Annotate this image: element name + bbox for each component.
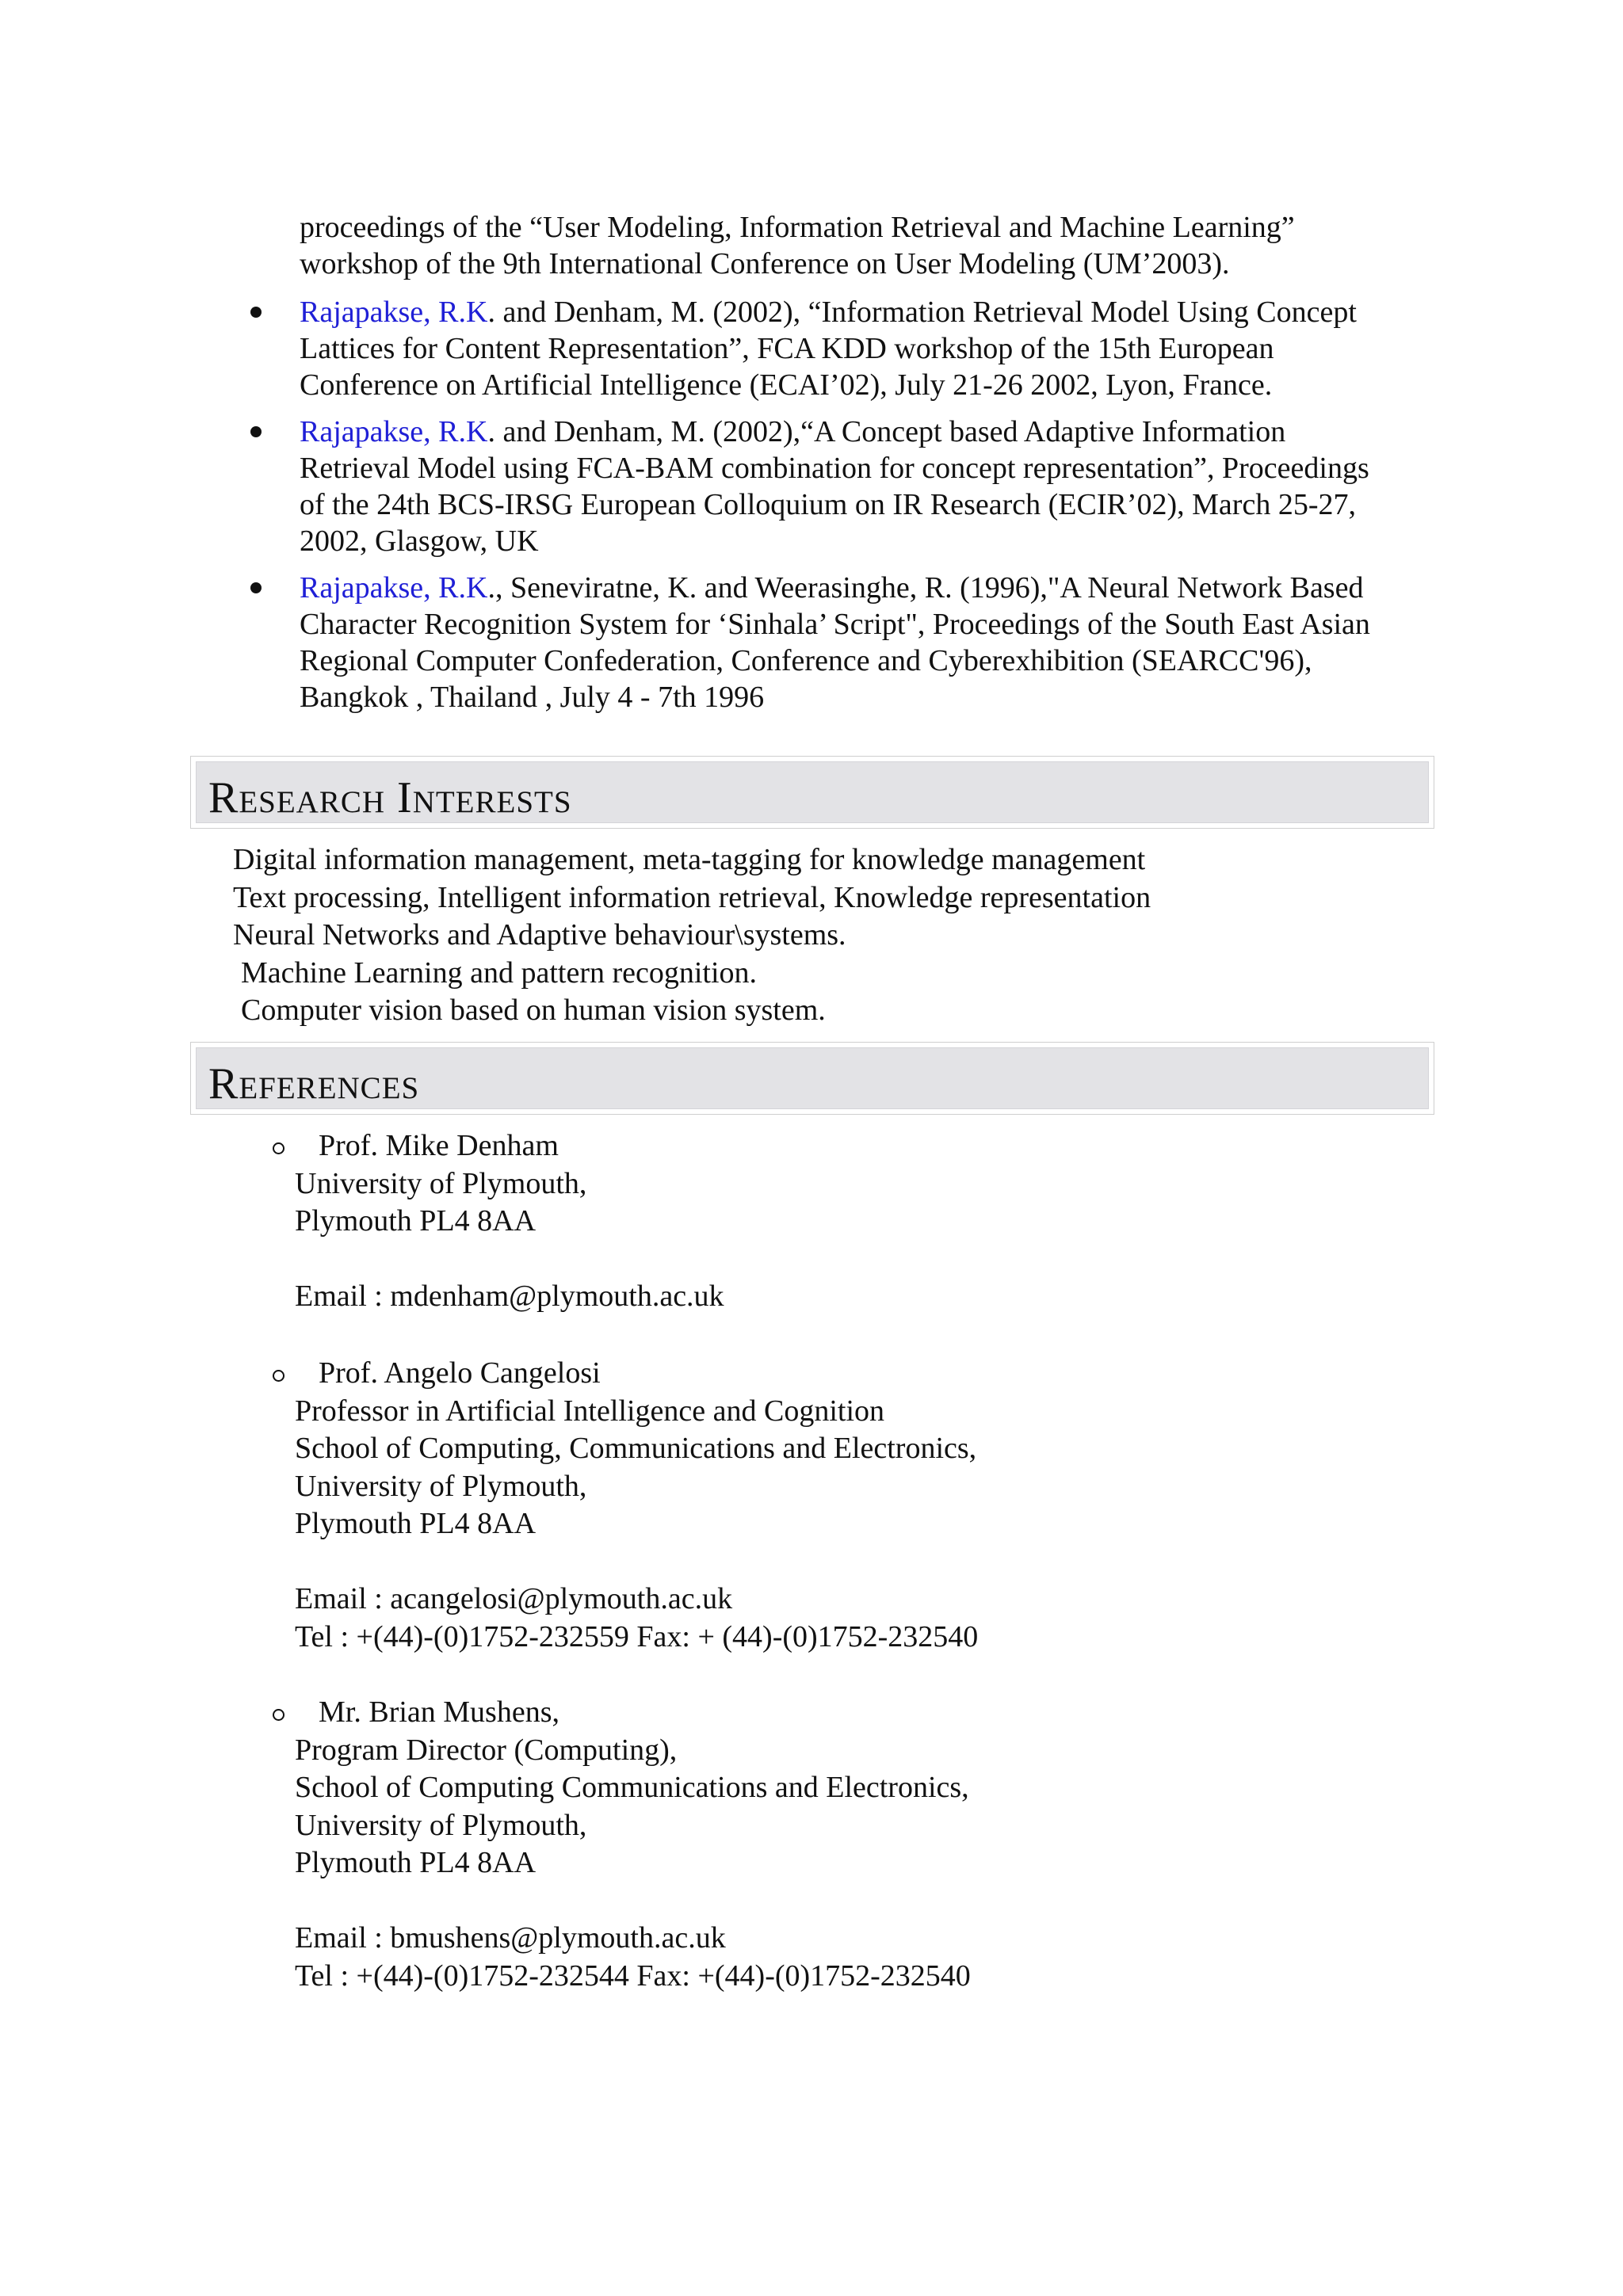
publication-first-line bbox=[300, 570, 1370, 606]
spacer bbox=[295, 1241, 724, 1279]
circle-bullet-icon bbox=[273, 1709, 285, 1721]
bullet-icon bbox=[250, 426, 262, 437]
text-line: Plymouth PL4 8AA bbox=[295, 1507, 537, 1540]
interest-item: Text processing, Intelligent information retrieval, Knowledge representation bbox=[233, 880, 1151, 914]
text-line: workshop of the 9th International Conference on User Modeling (UM’2003). bbox=[300, 247, 1230, 280]
reference-name: Mr. Brian Mushens, bbox=[319, 1695, 559, 1729]
text-line: Character Recognition System for ‘Sinhala’ Script", Proceedings of the South East Asian bbox=[300, 608, 1370, 641]
reference-entry bbox=[295, 1355, 978, 1656]
text-line: University of Plymouth, bbox=[295, 1808, 587, 1842]
text-line: proceedings of the “User Modeling, Information Retrieval and Machine Learning” bbox=[300, 211, 1295, 244]
research-interests-list bbox=[233, 841, 1151, 1030]
publication-item bbox=[300, 414, 1369, 559]
spacer bbox=[295, 1543, 978, 1581]
section-title: References bbox=[208, 1059, 420, 1108]
publication-continuation bbox=[300, 209, 1295, 282]
text-line: School of Computing, Communications and Electronics, bbox=[295, 1432, 977, 1465]
publication-text: ., Seneviratne, K. and Weerasinghe, R. (1996),"A Neural Network Based bbox=[487, 571, 1364, 605]
text-line: Regional Computer Confederation, Conference and Cyberexhibition (SEARCC'96), bbox=[300, 644, 1312, 677]
section-header-research-interests bbox=[190, 756, 1434, 829]
section-header-references bbox=[190, 1042, 1434, 1115]
publication-first-line bbox=[300, 294, 1357, 330]
publication-first-line bbox=[300, 414, 1369, 450]
reference-entry bbox=[295, 1127, 724, 1316]
text-line: University of Plymouth, bbox=[295, 1469, 587, 1503]
text-line: University of Plymouth, bbox=[295, 1166, 587, 1200]
interest-item: Computer vision based on human vision system. bbox=[241, 994, 826, 1027]
bullet-icon bbox=[250, 582, 262, 593]
interest-item: Neural Networks and Adaptive behaviour\systems. bbox=[233, 918, 846, 952]
publication-text: . and Denham, M. (2002),“A Concept based Adaptive Information bbox=[487, 415, 1286, 448]
text-line: Conference on Artificial Intelligence (ECAI’02), July 21-26 2002, Lyon, France. bbox=[300, 368, 1273, 402]
text-line: Retrieval Model using FCA-BAM combination for concept representation”, Proceedings bbox=[300, 452, 1369, 485]
section-title: Research Interests bbox=[208, 773, 572, 822]
circle-bullet-icon bbox=[273, 1370, 285, 1382]
reference-name: Prof. Mike Denham bbox=[319, 1129, 559, 1162]
text-line: of the 24th BCS-IRSG European Colloquium on IR Research (ECIR’02), March 25-27, bbox=[300, 488, 1356, 521]
text-line: Bangkok , Thailand , July 4 - 7th 1996 bbox=[300, 681, 765, 714]
publication-text: . and Denham, M. (2002), “Information Retrieval Model Using Concept bbox=[487, 296, 1357, 329]
text-line: 2002, Glasgow, UK bbox=[300, 524, 539, 558]
text-line: Program Director (Computing), bbox=[295, 1733, 678, 1767]
interest-item: Digital information management, meta-tagging for knowledge management bbox=[233, 843, 1146, 876]
email-line: Email : acangelosi@plymouth.ac.uk bbox=[295, 1582, 733, 1615]
text-line: School of Computing Communications and Electronics, bbox=[295, 1771, 969, 1804]
email-line: Email : bmushens@plymouth.ac.uk bbox=[295, 1921, 726, 1955]
publication-item bbox=[300, 294, 1357, 403]
author-link[interactable]: Rajapakse, R.K bbox=[300, 296, 488, 329]
email-line: Email : mdenham@plymouth.ac.uk bbox=[295, 1280, 724, 1313]
phone-line: Tel : +(44)-(0)1752-232544 Fax: +(44)-(0)1752-232540 bbox=[295, 1958, 971, 1993]
text-line: Plymouth PL4 8AA bbox=[295, 1846, 537, 1879]
text-line: Plymouth PL4 8AA bbox=[295, 1204, 537, 1238]
text-line: Lattices for Content Representation”, FCA KDD workshop of the 15th European bbox=[300, 332, 1274, 365]
interest-item: Machine Learning and pattern recognition. bbox=[241, 955, 758, 990]
reference-entry bbox=[295, 1694, 971, 1995]
author-link[interactable]: Rajapakse, R.K bbox=[300, 571, 488, 605]
author-link[interactable]: Rajapakse, R.K bbox=[300, 415, 488, 448]
circle-bullet-icon bbox=[273, 1142, 285, 1154]
bullet-icon bbox=[250, 307, 262, 318]
phone-line: Tel : +(44)-(0)1752-232559 Fax: + (44)-(0)1752-232540 bbox=[295, 1619, 979, 1653]
publication-item bbox=[300, 570, 1370, 715]
spacer bbox=[295, 1882, 971, 1920]
text-line: Professor in Artificial Intelligence and Cognition bbox=[295, 1394, 885, 1428]
reference-name: Prof. Angelo Cangelosi bbox=[319, 1356, 601, 1390]
